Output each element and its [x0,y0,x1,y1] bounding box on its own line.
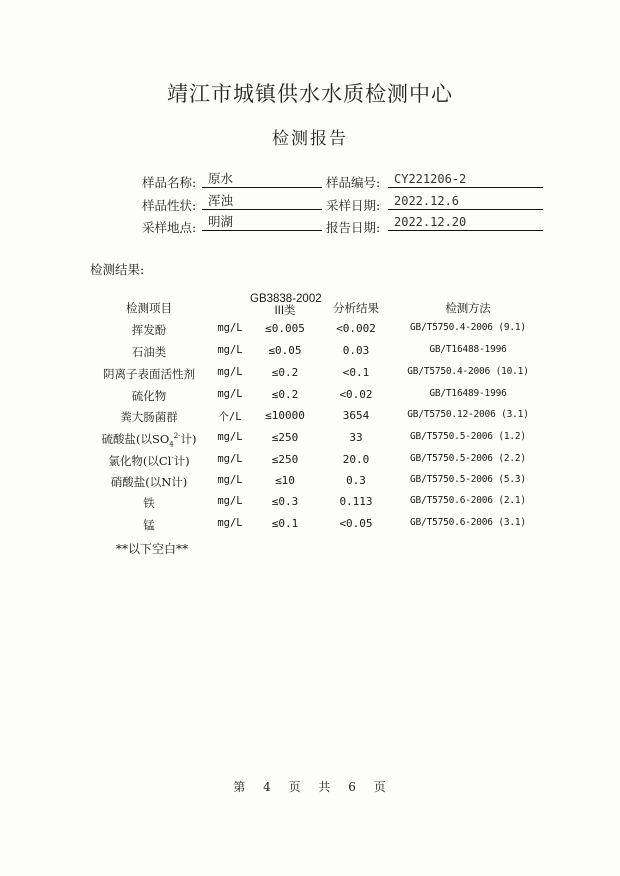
report-title: 检测报告 [272,129,348,149]
row-unit: 个/L [218,411,242,423]
row-standard: ≤250 [271,453,299,466]
sample-property-value: 浑浊 [202,194,322,210]
row-item-prefix: 氯化物(以Cl [108,454,172,468]
row-method: GB/T5750.5-2006 (2.2) [410,453,526,464]
row-standard: ≤10 [275,474,295,487]
row-standard: ≤0.005 [265,322,305,335]
report-date-value: 2022.12.20 [388,215,543,231]
footer-label-di: 第 [233,780,247,794]
sample-property-label: 样品性状: [142,198,197,213]
row-standard: ≤0.1 [271,517,299,530]
column-item-header: 检测项目 [126,301,172,315]
row-item: 硝酸盐(以N计) [110,475,188,489]
row-standard: ≤0.2 [271,366,299,379]
row-result: 3654 [342,409,370,422]
row-method: GB/T5750.5-2006 (1.2) [410,431,526,442]
row-item-prefix: 硫酸盐(以SO [101,432,170,446]
sampling-location-value: 明湖 [202,215,322,231]
row-item-suffix: 计) [180,432,197,446]
sampling-date-label: 采样日期: [326,198,381,213]
footer-label-ye-2: 页 [373,780,387,794]
row-unit: mg/L [217,474,243,486]
page-footer [0,778,620,795]
organization-title: 靖江市城镇供水水质检测中心 [167,82,453,106]
standard-header-line2: III类 [274,305,296,317]
row-unit: mg/L [217,495,243,507]
sampling-location-label: 采样地点: [142,220,197,235]
sample-name-label: 样品名称: [142,175,197,190]
row-standard: ≤10000 [265,409,305,422]
row-method: GB/T5750.12-2006 (3.1) [407,409,529,420]
sample-name-value: 原水 [202,172,322,188]
row-method: GB/T5750.5-2006 (5.3) [410,474,526,485]
standard-header-line1: GB3838-2002 [250,293,322,305]
row-result: <0.1 [342,366,370,379]
sample-code-label: 样品编号: [326,175,381,190]
row-method: GB/T5750.6-2006 (2.1) [410,495,526,506]
report-date-label: 报告日期: [326,220,381,235]
column-result-header: 分析结果 [333,301,379,315]
row-result: 0.113 [339,495,373,508]
row-item: 硫化物 [131,389,167,403]
sample-code-value: CY221206-2 [388,172,543,188]
sampling-date-value: 2022.12.6 [388,194,543,210]
row-standard: ≤0.3 [271,495,299,508]
results-section-label: 检测结果: [90,262,145,277]
footer-label-ye: 页 [288,780,302,794]
row-item: 粪大肠菌群 [120,410,178,424]
column-standard-header [250,293,320,317]
row-item-sup: 2- [173,432,181,441]
row-unit: mg/L [217,431,243,443]
row-unit: mg/L [217,453,243,465]
row-method: GB/T16489-1996 [429,388,507,399]
row-item: 挥发酚 [131,323,167,337]
row-standard: ≤0.2 [271,388,299,401]
row-item [100,431,198,448]
row-unit: mg/L [217,517,243,529]
footer-label-gong: 共 [318,780,332,794]
row-unit: mg/L [217,322,243,334]
row-item-sup: - [171,454,174,463]
row-item: 锰 [143,518,155,532]
row-result: 20.0 [342,453,370,466]
row-result: 0.3 [346,474,366,487]
row-item: 铁 [143,496,155,510]
row-item: 阴离子表面活性剂 [103,367,195,381]
footer-total-pages: 6 [348,780,357,794]
row-method: GB/T5750.4-2006 (10.1) [407,366,529,377]
row-result: <0.002 [336,322,376,335]
row-method: GB/T16488-1996 [429,344,507,355]
row-standard: ≤250 [271,431,299,444]
row-unit: mg/L [217,388,243,400]
row-result: <0.02 [339,388,373,401]
row-item-sub: 4 [169,440,174,449]
row-unit: mg/L [217,344,243,356]
column-method-header: 检测方法 [445,301,491,315]
row-result: 0.03 [342,344,370,357]
footer-page-number: 4 [263,780,272,794]
row-result: <0.05 [339,517,373,530]
row-method: GB/T5750.6-2006 (3.1) [410,517,526,528]
row-item: 石油类 [131,345,167,359]
blank-below-note: **以下空白** [116,542,189,556]
row-standard: ≤0.05 [268,344,302,357]
row-item-suffix: 计) [173,454,190,468]
row-result: 33 [349,431,363,444]
row-method: GB/T5750.4-2006 (9.1) [410,322,526,333]
row-unit: mg/L [217,366,243,378]
row-item [100,453,198,469]
